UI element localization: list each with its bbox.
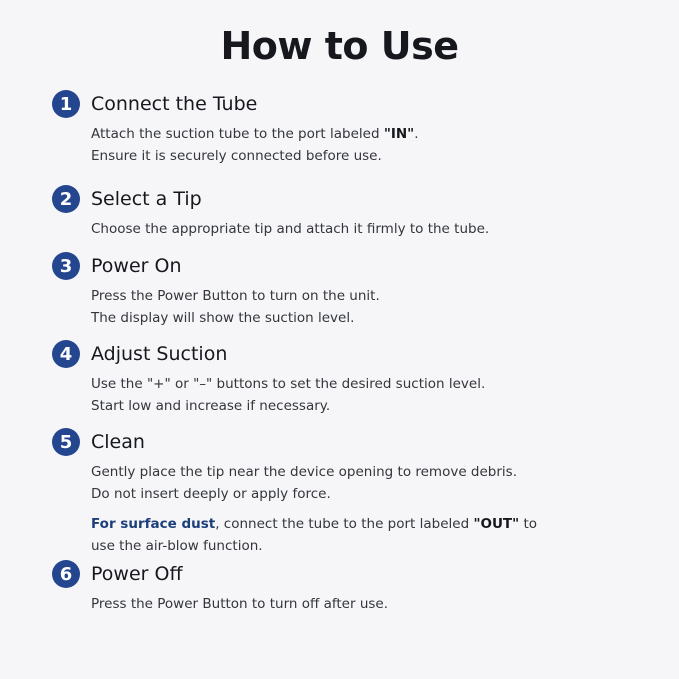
step-1-header <box>52 89 652 119</box>
port-in-label: "IN" <box>383 126 415 142</box>
step-1-line-1 <box>91 123 652 145</box>
step-6-number-badge: 6 <box>52 560 80 588</box>
step-2-title: Select a Tip <box>91 188 202 210</box>
step-1-line-2: Ensure it is securely connected before use. <box>91 148 382 164</box>
step-4-line-2: Start low and increase if necessary. <box>91 398 331 414</box>
port-out-label: "OUT" <box>473 516 520 532</box>
surface-dust-note-line-1 <box>91 513 652 535</box>
step-5-line-2: Do not insert deeply or apply force. <box>91 486 331 502</box>
step-4-body <box>91 373 652 417</box>
step-2-body <box>91 218 652 240</box>
step-3-header <box>52 251 652 281</box>
surface-dust-note-text: , connect the tube to the port labeled <box>215 516 474 532</box>
step-5-line-1: Gently place the tip near the device opening to remove debris. <box>91 464 517 480</box>
step-6-header <box>52 559 652 589</box>
step-3-title: Power On <box>91 255 182 277</box>
surface-dust-note-end: to <box>519 516 538 532</box>
step-6-body <box>91 593 652 615</box>
step-1 <box>52 89 652 167</box>
step-2-line-1: Choose the appropriate tip and attach it firmly to the tube. <box>91 221 490 237</box>
surface-dust-note-line-2: use the air-blow function. <box>91 538 263 554</box>
step-6-line-1: Press the Power Button to turn off after use. <box>91 596 389 612</box>
step-6-title: Power Off <box>91 563 183 585</box>
step-3-line-1: Press the Power Button to turn on the unit. <box>91 288 380 304</box>
step-1-line-1-text: Attach the suction tube to the port labeled <box>91 126 384 142</box>
step-2 <box>52 184 652 240</box>
step-2-number-badge: 2 <box>52 185 80 213</box>
step-5-body <box>91 461 652 557</box>
step-5 <box>52 427 652 557</box>
step-1-title: Connect the Tube <box>91 93 258 115</box>
step-1-line-1-end: . <box>414 126 419 142</box>
step-3-body <box>91 285 652 329</box>
step-4-title: Adjust Suction <box>91 343 228 365</box>
step-4-header <box>52 339 652 369</box>
surface-dust-note-lead: For surface dust <box>91 516 216 532</box>
step-2-header <box>52 184 652 214</box>
surface-dust-note <box>91 513 652 557</box>
step-4 <box>52 339 652 417</box>
step-4-number-badge: 4 <box>52 340 80 368</box>
page-title: How to Use <box>220 24 459 68</box>
step-3-number-badge: 3 <box>52 252 80 280</box>
step-5-header <box>52 427 652 457</box>
step-5-number-badge: 5 <box>52 428 80 456</box>
step-1-number-badge: 1 <box>52 90 80 118</box>
step-4-line-1: Use the "+" or "–" buttons to set the desired suction level. <box>91 376 486 392</box>
step-1-body <box>91 123 652 167</box>
step-3 <box>52 251 652 329</box>
step-3-line-2: The display will show the suction level. <box>91 310 355 326</box>
step-5-title: Clean <box>91 431 145 453</box>
step-6 <box>52 559 652 615</box>
